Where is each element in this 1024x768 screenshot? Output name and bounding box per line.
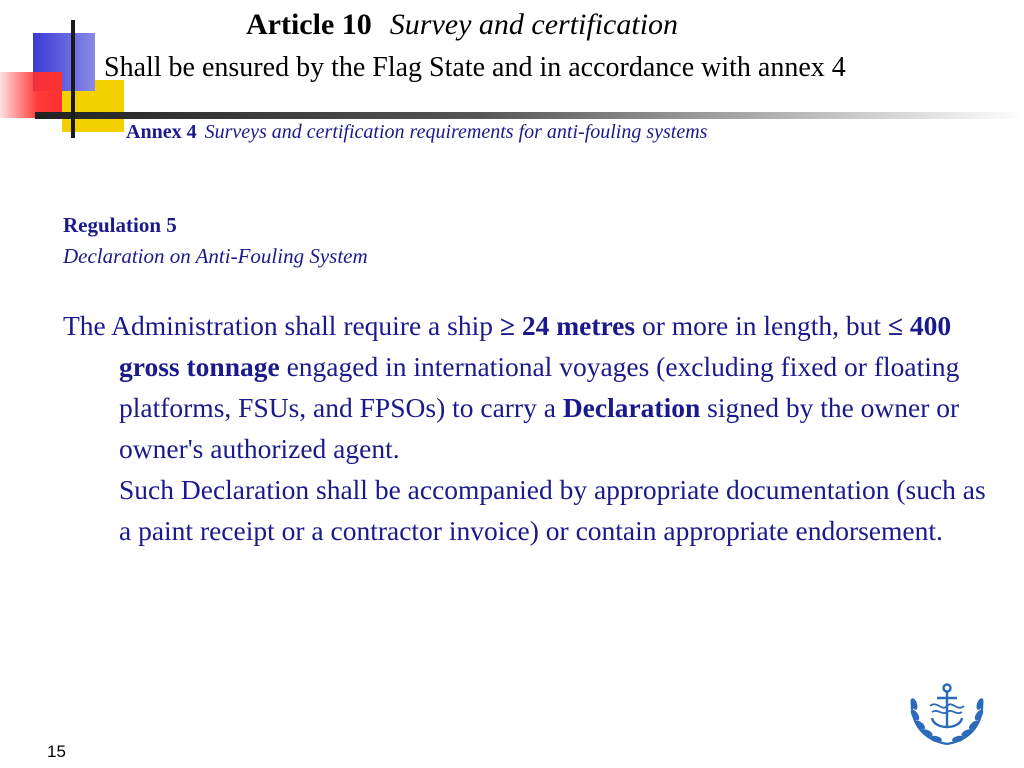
- article-label: Article 10: [246, 8, 372, 41]
- article-title: Survey and certification: [389, 8, 679, 41]
- article-heading: [246, 8, 678, 42]
- body-text: [63, 305, 993, 551]
- text-span: or more in length, but: [635, 310, 888, 341]
- text-span: signed by the owner or owner's authorized agent.: [119, 392, 960, 464]
- regulation-subtitle: Declaration on Anti-Fouling System: [63, 244, 368, 268]
- text-span: The Administration shall require a ship: [63, 310, 500, 341]
- imo-emblem-icon: [902, 678, 992, 750]
- title-underline: [35, 112, 1024, 119]
- annex-heading: [126, 121, 707, 144]
- annex-label: Annex 4: [126, 121, 197, 143]
- page-number: 15: [47, 742, 66, 761]
- text-span: engaged in international voyages (excluding fixed or floating platforms, FSUs, and FPSOs) to carry a: [119, 351, 960, 423]
- regulation-title: Regulation 5: [63, 213, 177, 237]
- tonnage-threshold: ≤ 400 gross tonnage: [119, 310, 952, 382]
- article-subtitle: Shall be ensured by the Flag State and in accordance with annex 4: [104, 52, 846, 83]
- paragraph-documentation: Such Declaration shall be accompanied by appropriate documentation (such as a paint receipt or a contractor invoice) or contain appropriate endorsement.: [119, 474, 986, 546]
- red-square: [0, 72, 62, 118]
- paragraph-requirement: [63, 305, 993, 469]
- annex-title: Surveys and certification requirements for anti-fouling systems: [204, 121, 708, 143]
- vertical-rule: [71, 20, 75, 138]
- declaration-term: Declaration: [562, 392, 701, 423]
- length-threshold: ≥ 24 metres: [499, 310, 636, 341]
